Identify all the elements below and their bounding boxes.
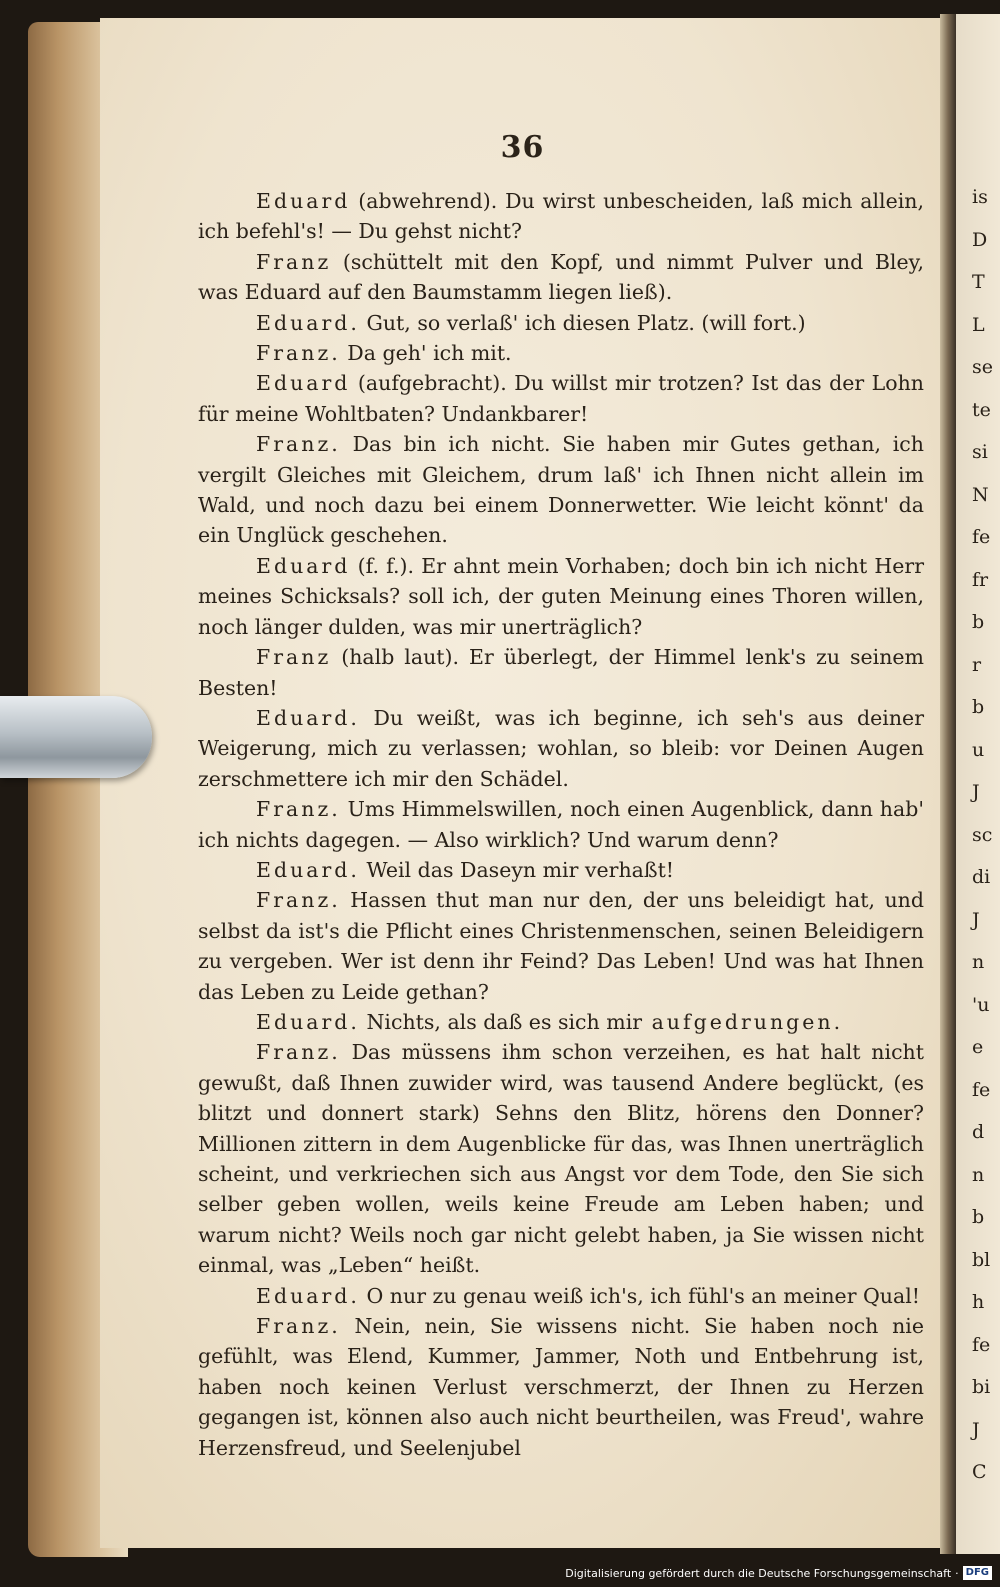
- text-paragraph: [198, 186, 924, 247]
- facing-page-fragment: C: [972, 1461, 987, 1483]
- text-paragraph: [198, 855, 924, 885]
- speaker-name: Franz: [256, 645, 332, 670]
- facing-page-fragment: fe: [972, 1333, 991, 1356]
- facing-page-fragment: n: [972, 951, 985, 973]
- text-paragraph: [198, 794, 924, 855]
- facing-page-fragment: fe: [972, 1078, 991, 1101]
- page-number: 36: [500, 130, 545, 165]
- facing-page-fragment: b: [972, 611, 985, 633]
- facing-page-fragment: J: [972, 781, 980, 803]
- speaker-name: Eduard: [256, 189, 351, 213]
- speech-text: (abwehrend). Du wirst unbescheiden, laß mich allein, ich befehl's! — Du gehst nicht?: [198, 189, 924, 244]
- facing-page-fragment: D: [972, 228, 988, 251]
- facing-page-fragment: n: [972, 1163, 985, 1186]
- gutter-shadow: [940, 14, 956, 1554]
- text-paragraph: [198, 247, 924, 308]
- speech-text: (schüttelt mit den Kopf, und nimmt Pulver und Bley, was Eduard auf den Baumstamm liegen ließ).: [198, 249, 924, 305]
- speech-text: (f. f.). Er ahnt mein Vorhaben; doch bin ich nicht Herr meines Schicksals? soll ich, der guten Meinung eines Thoren willen, noch länger dulden, was mir unerträglich?: [198, 553, 924, 639]
- facing-page-fragment: u: [972, 738, 985, 761]
- speaker-name: Franz.: [256, 888, 341, 913]
- facing-page-fragment: fr: [972, 568, 989, 591]
- text-paragraph: [198, 368, 924, 429]
- speaker-name: Eduard.: [256, 1009, 360, 1034]
- text-paragraph: [198, 338, 924, 368]
- facing-page-fragment: d: [972, 1121, 985, 1143]
- facing-page: [956, 14, 1000, 1554]
- facing-page-fragment: is: [972, 186, 988, 208]
- facing-page-fragment: sc: [972, 823, 993, 846]
- speaker-name: Eduard: [256, 371, 351, 396]
- facing-page-fragment: J: [972, 1418, 980, 1441]
- speech-text: Hassen thut man nur den, der uns beleidigt hat, und selbst da ist's die Pflicht eines Christenmenschen, seinen Beleidigern zu vergeben. Wer ist denn ihr Feind? Das Leben! Und was hat Ihnen das Leben zu Leide gethan?: [198, 888, 924, 1004]
- speech-text: Das müssens ihm schon verzeihen, es hat halt nicht gewußt, daß Ihnen zuwider wird, was tausend Andere beglückt, (es blitzt und donnert stark) Sehns den Blitz, hörens den Donner? Millionen zittern in dem Augenblicke für das, was Ihnen unerträglich scheint, und verkriechen sich aus Angst vor dem Tode, den Sie sich selber geben wollen, weils keine Freude am Leben haben; und warum nicht? Weils noch gar nicht gelebt haben, ja Sie wissen nicht einmal, was „Leben“ heißt.: [198, 1040, 924, 1278]
- facing-page-fragment: r: [972, 653, 982, 676]
- facing-page-fragment: T: [972, 271, 985, 293]
- speaker-name: Franz.: [256, 1040, 341, 1065]
- facing-page-fragment: fe: [972, 526, 991, 548]
- speech-text: Nichts, als daß es sich mir: [359, 1009, 643, 1034]
- speech-text: Nein, nein, Sie wissens nicht. Sie haben noch nie gefühlt, was Elend, Kummer, Jammer, Noth und Entbehrung ist, haben noch keinen Verlust verschmerzt, der Ihnen zu Herzen gegangen ist, können also auch nicht beurtheilen, was Freud', wahre Herzensfreud, und Seelenjubel: [198, 1314, 924, 1460]
- facing-page-fragment: bl: [972, 1248, 991, 1271]
- dfg-logo: DFG: [963, 1566, 992, 1580]
- facing-page-fragment: si: [972, 441, 988, 463]
- facing-page-fragment: e: [972, 1036, 984, 1058]
- speech-text: Das bin ich nicht. Sie haben mir Gutes gethan, ich vergilt Gleiches mit Gleichem, drum laß' ich Ihnen nicht allein im Wald, und noch dazu bei einem Donnerwetter. Wie leicht könnt' da ein Unglück geschehen.: [198, 432, 924, 548]
- facing-page-fragment: h: [972, 1291, 985, 1313]
- emphasized-text: aufgedrungen.: [642, 1009, 844, 1034]
- text-paragraph: [198, 1007, 924, 1037]
- speech-text: (aufgebracht). Du willst mir trotzen? Ist das der Lohn für meine Wohltbaten? Undankbarer!: [198, 371, 924, 426]
- text-paragraph: [198, 308, 924, 338]
- facing-page-fragment: di: [972, 866, 991, 888]
- speaker-name: Eduard: [256, 553, 351, 578]
- speaker-name: Eduard.: [256, 705, 360, 730]
- facing-page-fragment: bi: [972, 1376, 991, 1398]
- text-paragraph: [198, 1311, 924, 1463]
- facing-page-fragment: b: [972, 696, 985, 718]
- page-text: [198, 186, 924, 1463]
- speaker-name: Eduard.: [256, 857, 360, 882]
- speech-text: Ums Himmelswillen, noch einen Augenblick, dann hab' ich nichts dagegen. — Also wirklich? Und warum denn?: [198, 797, 924, 852]
- speech-text: Weil das Daseyn mir verhaßt!: [359, 857, 675, 882]
- speech-text: Da geh' ich mit.: [340, 341, 512, 366]
- speaker-name: Franz: [256, 249, 332, 274]
- book-clip: [0, 696, 152, 778]
- facing-page-fragment: te: [972, 398, 991, 421]
- speech-text: Du weißt, was ich beginne, ich seh's aus deiner Weigerung, mich zu verlassen; wohlan, so bleib: vor Deinen Augen zerschmettere ich mir den Schädel.: [198, 705, 924, 791]
- facing-page-fragment: se: [972, 356, 993, 378]
- speaker-name: Franz.: [256, 797, 341, 822]
- speech-text: O nur zu genau weiß ich's, ich fühl's an meiner Qual!: [359, 1283, 921, 1308]
- facing-page-fragment: L: [972, 313, 985, 336]
- facing-page-fragment: 'u: [972, 993, 990, 1016]
- speaker-name: Franz.: [256, 1314, 341, 1339]
- speaker-name: Eduard.: [256, 310, 360, 335]
- speech-text: Gut, so verlaß' ich diesen Platz. (will fort.): [359, 310, 806, 335]
- text-paragraph: [198, 703, 924, 794]
- text-paragraph: [198, 642, 924, 703]
- speaker-name: Franz.: [256, 341, 341, 366]
- facing-page-fragment: N: [972, 483, 989, 506]
- footer-credit-text: Digitalisierung gefördert durch die Deutsche Forschungsgemeinschaft: [565, 1566, 952, 1580]
- text-paragraph: [198, 885, 924, 1007]
- footer-credit: Digitalisierung gefördert durch die Deutsche Forschungsgemeinschaft · DFG: [565, 1564, 992, 1582]
- text-paragraph: [198, 1037, 924, 1280]
- speaker-name: Franz.: [256, 432, 341, 457]
- facing-page-fragment: b: [972, 1206, 985, 1228]
- text-paragraph: [198, 1281, 924, 1311]
- text-paragraph: [198, 429, 924, 551]
- facing-page-fragment: J: [972, 908, 980, 931]
- speech-text: (halb laut). Er überlegt, der Himmel lenk's zu seinem Besten!: [198, 645, 924, 700]
- text-paragraph: [198, 551, 924, 642]
- speaker-name: Eduard.: [256, 1283, 360, 1308]
